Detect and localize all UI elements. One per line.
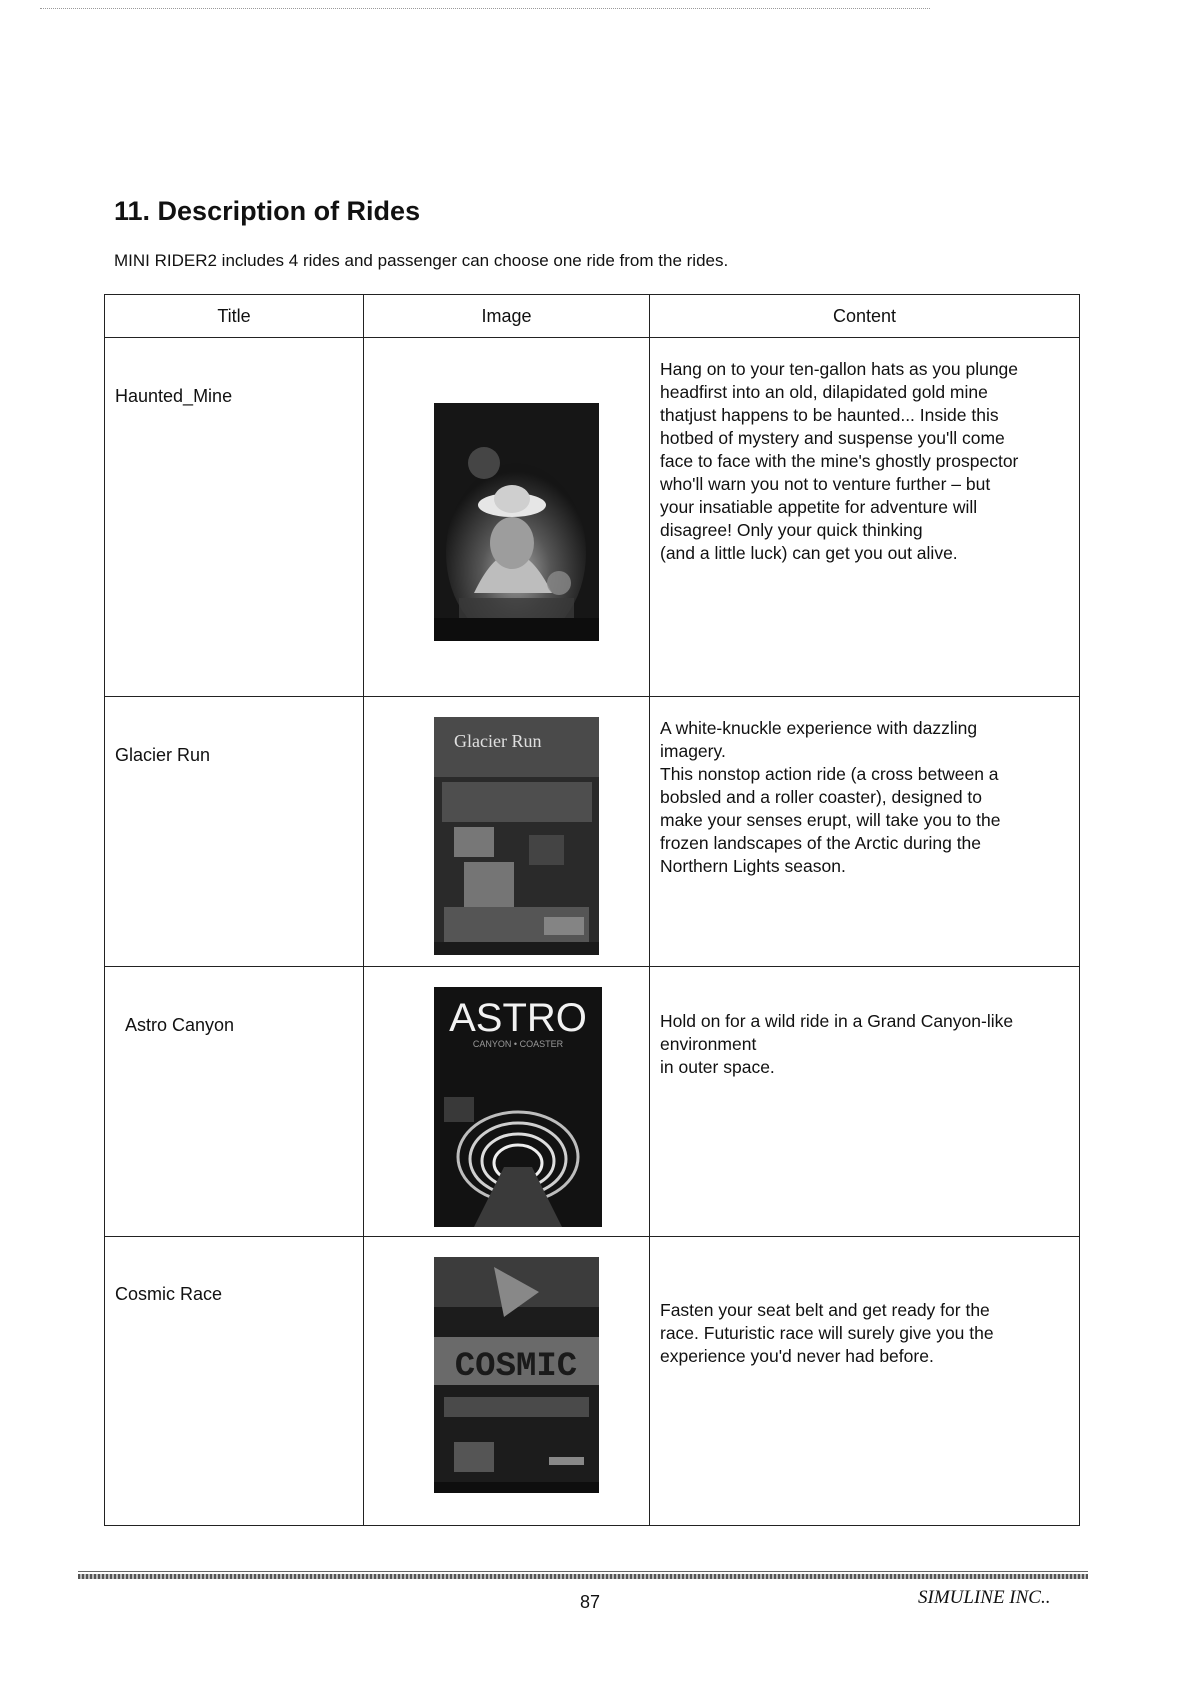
table-header-row [105, 295, 1080, 338]
ride-title-cell [105, 697, 364, 967]
scan-noise-line [40, 8, 930, 9]
astro-poster-subtitle-text: CANYON • COASTER [472, 1039, 564, 1049]
section-intro: MINI RIDER2 includes 4 rides and passenger can choose one ride from the rides. [114, 251, 729, 270]
table-row [105, 697, 1080, 967]
description-line: race. Futuristic race will surely give you the [660, 1323, 994, 1343]
ride-title-cell [105, 338, 364, 697]
ride-image-cell [364, 967, 650, 1237]
table-row [105, 967, 1080, 1237]
rides-table [104, 294, 1080, 1526]
header-title: Title [105, 295, 364, 338]
description-line: Hold on for a wild ride in a Grand Canyon-like [660, 1011, 1014, 1031]
section-heading: 11. Description of Rides [114, 196, 421, 226]
description-line: disagree! Only your quick thinking [660, 520, 923, 540]
description-line: experience you'd never had before. [660, 1346, 934, 1366]
description-line: imagery. [660, 741, 726, 761]
ride-content-cell [650, 697, 1080, 967]
ride-title-cell [105, 967, 364, 1237]
ride-description [650, 1237, 1079, 1368]
footer-divider [78, 1574, 1088, 1579]
ride-image-cell [364, 697, 650, 967]
description-line: your insatiable appetite for adventure will [660, 497, 978, 517]
table-row [105, 1237, 1080, 1526]
description-line: face to face with the mine's ghostly prospector [660, 451, 1019, 471]
astro-canyon-poster-image [434, 987, 602, 1227]
page-number: 87 [580, 1592, 601, 1612]
description-line: environment [660, 1034, 757, 1054]
description-line: in outer space. [660, 1057, 775, 1077]
ride-title-cell [105, 1237, 364, 1526]
cosmic-poster-title-text: COSMIC [454, 1348, 578, 1386]
table-row [105, 338, 1080, 697]
ride-description [650, 697, 1079, 878]
description-line: frozen landscapes of the Arctic during the [660, 833, 982, 853]
cosmic-race-poster-image [434, 1257, 599, 1493]
description-line: This nonstop action ride (a cross between a [660, 764, 999, 784]
haunted-mine-poster-image [434, 403, 599, 641]
ride-title: Haunted_Mine [115, 386, 233, 406]
ride-description [650, 338, 1079, 565]
description-line: thatjust happens to be haunted... Inside this [660, 405, 999, 425]
ride-content-cell [650, 967, 1080, 1237]
description-line: Hang on to your ten-gallon hats as you plunge [660, 359, 1019, 379]
description-line: A white-knuckle experience with dazzling [660, 718, 978, 738]
ride-title: Astro Canyon [125, 1015, 235, 1035]
glacier-run-poster-text: Glacier Run [454, 731, 542, 751]
description-line: Fasten your seat belt and get ready for the [660, 1300, 990, 1320]
company-name: SIMULINE INC.. [918, 1587, 1051, 1608]
astro-poster-title-text: ASTRO [449, 996, 587, 1040]
glacier-run-poster-image [434, 717, 599, 955]
description-line: (and a little luck) can get you out alive. [660, 543, 958, 563]
description-line: who'll warn you not to venture further – but [660, 474, 991, 494]
ride-description [650, 967, 1079, 1079]
description-line: headfirst into an old, dilapidated gold mine [660, 382, 988, 402]
ride-content-cell [650, 338, 1080, 697]
ride-image-cell [364, 1237, 650, 1526]
ride-title: Cosmic Race [115, 1284, 223, 1304]
footer-divider-thin [78, 1571, 1088, 1572]
ride-content-cell [650, 1237, 1080, 1526]
ride-title: Glacier Run [115, 745, 211, 765]
header-image: Image [364, 295, 650, 338]
ride-image-cell [364, 338, 650, 697]
description-line: hotbed of mystery and suspense you'll come [660, 428, 1005, 448]
description-line: Northern Lights season. [660, 856, 846, 876]
description-line: make your senses erupt, will take you to the [660, 810, 1001, 830]
description-line: bobsled and a roller coaster), designed to [660, 787, 983, 807]
header-content: Content [650, 295, 1080, 338]
